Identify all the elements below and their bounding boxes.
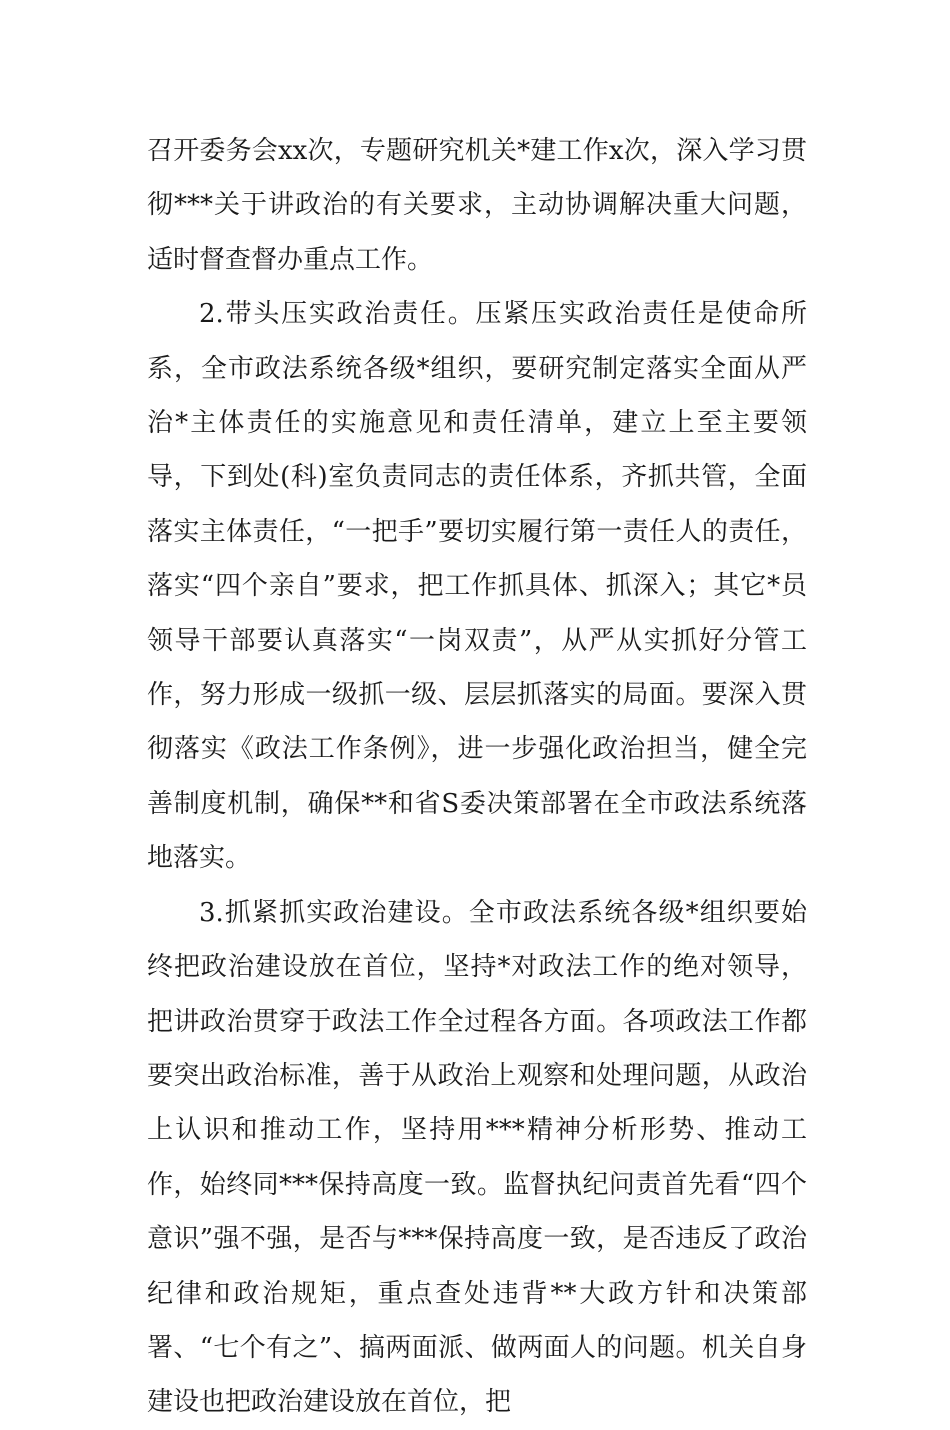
paragraph-political-responsibility: 2.带头压实政治责任。压紧压实政治责任是使命所系，全市政法系统各级*组织，要研究制定落实全面从严治*主体责任的实施意见和责任清单，建立上至主要领导，下到处(科)室负责同志的责任体系，齐抓共管，全面落实主体责任，“一把手”要切实履行第一责任人的责任，落实“四个亲自”要求，把工作抓具体、抓深入；其它*员领导干部要认真落实“一岗双责”，从严从实抓好分管工作，努力形成一级抓一级、层层抓落实的局面。要深入贯彻落实《政法工作条例》，进一步强化政治担当，健全完善制度机制，确保**和省S委决策部署在全市政法系统落地落实。 (147, 299, 807, 874)
paragraph-continuation: 召开委务会xx次，专题研究机关*建工作x次，深入学习贯彻***关于讲政治的有关要求，主动协调解决重大问题，适时督查督办重点工作。 (147, 136, 807, 275)
document-body (147, 124, 807, 1430)
paragraph-political-construction: 3.抓紧抓实政治建设。全市政法系统各级*组织要始终把政治建设放在首位，坚持*对政法工作的绝对领导，把讲政治贯穿于政法工作全过程各方面。各项政法工作都要突出政治标准，善于从政治上观察和处理问题，从政治上认识和推动工作，坚持用***精神分析形势、推动工作，始终同***保持高度一致。监督执纪问责首先看“四个意识”强不强，是否与***保持高度一致，是否违反了政治纪律和政治规矩，重点查处违背**大政方针和决策部署、“七个有之”、搞两面派、做两面人的问题。机关自身建设也把政治建设放在首位，把 (147, 897, 807, 1418)
